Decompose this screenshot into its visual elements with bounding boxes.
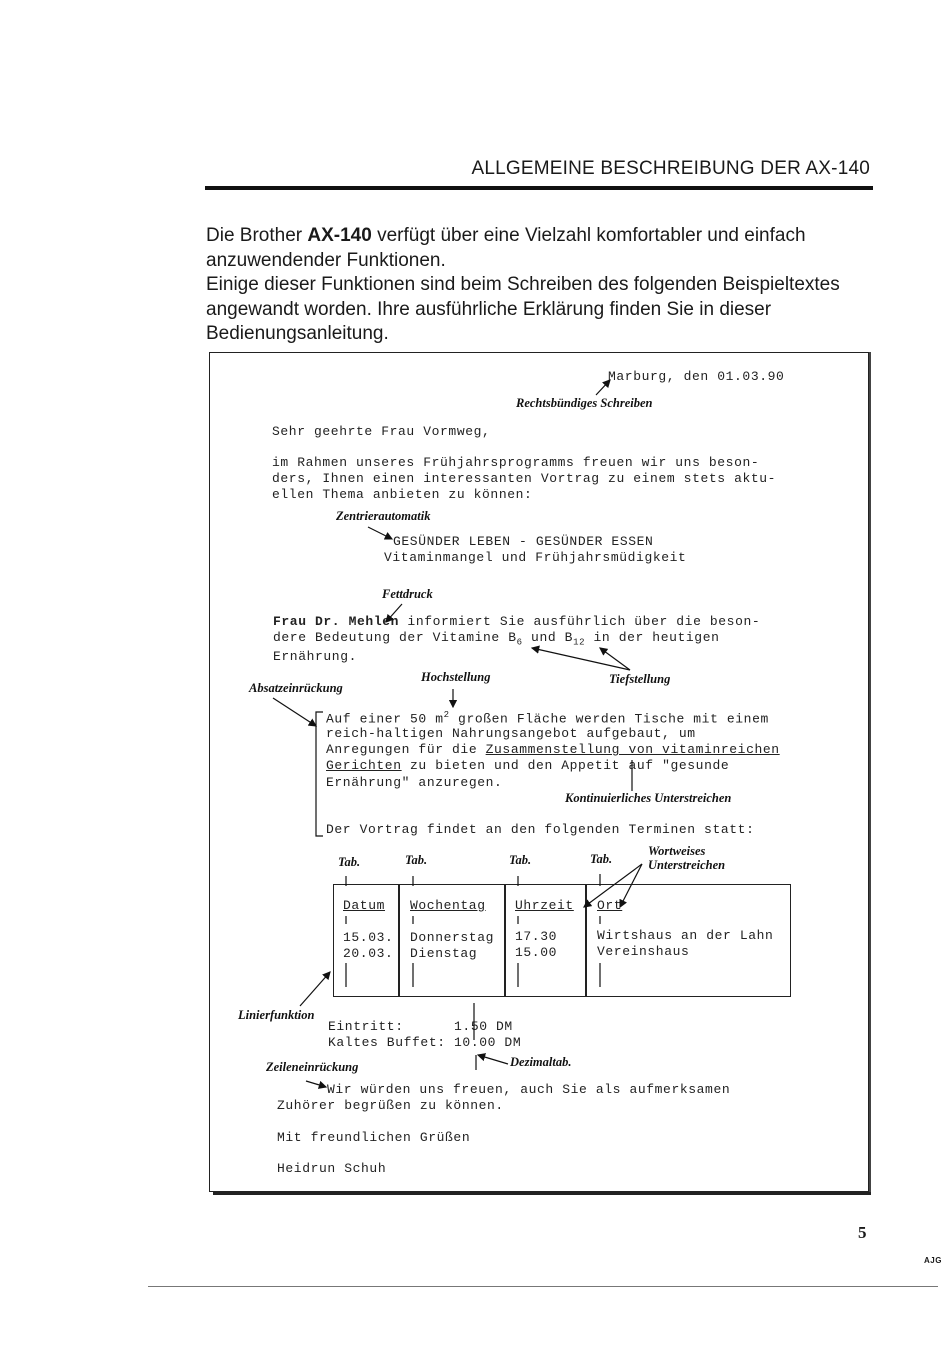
- subscript-6: 6: [516, 637, 523, 648]
- letter-eintritt: Eintritt: 1.50 DM: [328, 1019, 513, 1034]
- page-header-title: ALLGEMEINE BESCHREIBUNG DER AX-140: [471, 158, 870, 179]
- table-cell-time-2: 15.00: [515, 945, 558, 960]
- letter-para1-line3: ellen Thema anbieten zu können:: [272, 487, 533, 502]
- letter-para1-line1: im Rahmen unseres Frühjahrsprogramms freuen wir uns beson-: [272, 455, 760, 470]
- table-column-divider: [504, 885, 506, 996]
- intro-paragraph-1: Die Brother AX-140 verfügt über eine Vielzahl komfortabler und einfach anzuwendender Funktionen.: [206, 225, 806, 271]
- frame-shadow-right: [869, 352, 871, 1194]
- letter-para1-line2: ders, Ihnen einen interessanten Vortrag zu einem stets aktu-: [272, 471, 777, 486]
- letter-signature: Heidrun Schuh: [277, 1161, 387, 1176]
- continuous-underline-1: Zusammenstellung von vitaminreichen: [485, 742, 780, 757]
- letter-para3-line5: Ernährung" anzuregen.: [326, 775, 503, 790]
- label-fettdruck: Fettdruck: [382, 587, 433, 601]
- intro-paragraph-2: Einige dieser Funktionen sind beim Schreiben des folgenden Beispieltextes angewandt worden. Ihre ausführliche Erklärung finden Sie in dieser Bedienungsanleitung.: [206, 274, 840, 344]
- table-cell-date-2: 20.03.: [343, 946, 394, 961]
- letter-salutation: Sehr geehrte Frau Vormweg,: [272, 424, 491, 439]
- model-name: AX-140: [307, 225, 372, 246]
- label-hochstellung: Hochstellung: [421, 670, 491, 684]
- table-header-ort: Ort: [597, 898, 623, 913]
- table-cell-day-2: Dienstag: [410, 946, 478, 961]
- letter-closing-line2: Zuhörer begrüßen zu können.: [277, 1098, 504, 1113]
- label-dezimaltab: Dezimaltab.: [510, 1055, 572, 1069]
- letter-regards: Mit freundlichen Grüßen: [277, 1130, 471, 1145]
- table-header-wochentag: Wochentag: [410, 898, 486, 913]
- label-zentrierautomatik: Zentrierautomatik: [336, 509, 431, 523]
- footer-rule: [148, 1286, 938, 1287]
- letter-closing-line1: Wir würden uns freuen, auch Sie als aufmerksamen: [327, 1082, 731, 1097]
- label-zeileneinrueckung: Zeileneinrückung: [266, 1060, 359, 1074]
- table-column-divider: [398, 885, 400, 996]
- table-cell-place-2: Vereinshaus: [597, 944, 690, 959]
- table-header-datum: Datum: [343, 898, 386, 913]
- letter-para3-line3: Anregungen für die Zusammenstellung von vitaminreichen: [326, 742, 780, 757]
- letter-centered-title: GESÜNDER LEBEN - GESÜNDER ESSEN: [393, 534, 654, 549]
- label-tab-2: Tab.: [405, 853, 428, 867]
- letter-date: Marburg, den 01.03.90: [608, 369, 785, 384]
- letter-para3-line4: Gerichten zu bieten und den Appetit auf "gesunde: [326, 758, 730, 773]
- letter-para2-line1: Frau Dr. Mehlen informiert Sie ausführlich über die beson-: [273, 614, 761, 629]
- letter-para3-line2: reich-haltigen Nahrungsangebot aufgebaut, um: [326, 726, 696, 741]
- subscript-12: 12: [573, 637, 586, 648]
- label-tab-3: Tab.: [509, 853, 532, 867]
- table-cell-place-1: Wirtshaus an der Lahn: [597, 928, 774, 943]
- letter-para3-line1: Auf einer 50 $m^2$ großen Fläche werden Tische mit einem: [326, 710, 769, 727]
- intro-text: [206, 224, 874, 347]
- label-linierfunktion: Linierfunktion: [238, 1008, 315, 1022]
- table-header-uhrzeit: Uhrzeit: [515, 898, 574, 913]
- label-kontinuierlich: Kontinuierliches Unterstreichen: [565, 791, 732, 805]
- superscript-2: 2: [443, 710, 450, 720]
- footer-mark: AJG: [924, 1256, 942, 1265]
- table-column-divider: [585, 885, 587, 996]
- label-tab-1: Tab.: [338, 855, 361, 869]
- table-cell-time-1: 17.30: [515, 929, 558, 944]
- label-tab-4: Tab.: [590, 852, 613, 866]
- label-rechtsbuendig: Rechtsbündiges Schreiben: [516, 396, 653, 410]
- page-number: 5: [858, 1223, 867, 1242]
- letter-buffet: Kaltes Buffet: 10.00 DM: [328, 1035, 522, 1050]
- label-tiefstellung: Tiefstellung: [609, 672, 671, 686]
- letter-para4: Der Vortrag findet an den folgenden Terminen statt:: [326, 822, 755, 837]
- label-absatzeinrueckung: Absatzeinrückung: [249, 681, 343, 695]
- bold-name: Frau Dr. Mehlen: [273, 614, 400, 629]
- table-cell-day-1: Donnerstag: [410, 930, 495, 945]
- header-rule: [205, 186, 873, 190]
- letter-centered-subtitle: Vitaminmangel und Frühjahrsmüdigkeit: [384, 550, 687, 565]
- label-unterstreichen: Unterstreichen: [648, 858, 726, 872]
- frame-shadow-bottom: [213, 1192, 871, 1195]
- table-cell-date-1: 15.03.: [343, 930, 394, 945]
- continuous-underline-2: Gerichten: [326, 758, 402, 773]
- label-wortweises: Wortweises: [648, 844, 706, 858]
- letter-para2-line2: dere Bedeutung der Vitamine $B_6$ und $B_{12}$ in der heutigen: [273, 630, 720, 648]
- letter-para2-line3: Ernährung.: [273, 649, 358, 664]
